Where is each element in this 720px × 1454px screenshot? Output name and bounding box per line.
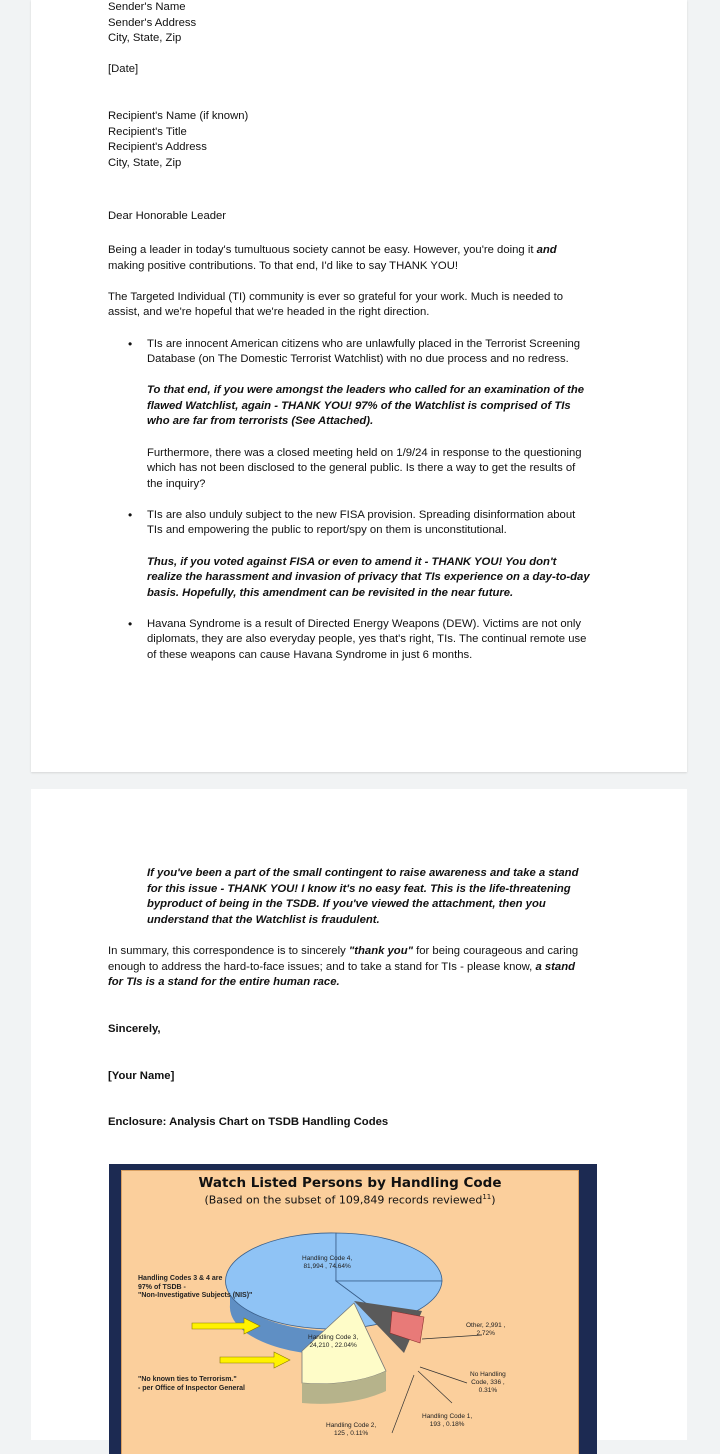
bullet1-more2: which has not been disclosed to the general public. Is there a way to get the results of [147, 462, 576, 474]
bullet1-em3: who are far from terrorists (See Attached). [147, 415, 374, 427]
bullet1-em2: flawed Watchlist, again - THANK YOU! 97% of the Watchlist is comprised of TIs [147, 400, 571, 412]
bullet1-line1: TIs are innocent American citizens who are unlawfully placed in the Terrorist Screening [147, 338, 581, 350]
recipient-title: Recipient's Title [108, 126, 187, 138]
summary-line3: for TIs is a stand for the entire human race. [108, 976, 340, 988]
bullet3-line1: Havana Syndrome is a result of Directed Energy Weapons (DEW). Victims are not only [147, 618, 582, 630]
bullet2-line2: TIs and empowering the public to report/spy on them is unconstitutional. [147, 524, 507, 536]
annotation-codes-3-4: Handling Codes 3 & 4 are 97% of TSDB - "Non-Investigative Subjects (NIS)" [138, 1275, 253, 1299]
label-code4: Handling Code 4, 81,994 , 74.64% [302, 1255, 353, 1270]
bullet1-more1: Furthermore, there was a closed meeting held on 1/9/24 in response to the questioning [147, 447, 582, 459]
sender-address: Sender's Address [108, 17, 197, 29]
letter-date: [Date] [108, 63, 139, 75]
label-no-handling: No Handling Code, 336 , 0.31% [470, 1371, 506, 1394]
annotation-no-ties: "No known ties to Terrorism." - per Office of Inspector General [138, 1376, 245, 1392]
para1-line1: Being a leader in today's tumultuous society cannot be easy. However, you're doing it and [108, 244, 557, 256]
bullet3-line2: diplomats, they are also everyday people, yes that's right, TIs. The continual remote use [147, 633, 587, 645]
sender-name: Sender's Name [108, 1, 186, 13]
recipient-city: City, State, Zip [108, 157, 182, 169]
leader-line [392, 1375, 414, 1433]
bullet2-em2: realize the harassment and invasion of privacy that TIs experience on a day-to-day [147, 571, 590, 583]
bullet3-line3: of these weapons can cause Havana Syndrome in just 6 months. [147, 649, 473, 661]
recipient-address: Recipient's Address [108, 141, 207, 153]
summary-line2: enough to address the hard-to-face issues; and to take a stand for TIs - please know, a stand [108, 961, 576, 973]
label-code2: Handling Code 2, 125 , 0.11% [326, 1422, 377, 1437]
handling-code-chart [109, 1164, 597, 1454]
salutation: Dear Honorable Leader [108, 210, 227, 222]
bullet-dot: • [128, 508, 133, 522]
letter-page-2 [31, 789, 687, 1440]
bullet-dot: • [128, 337, 133, 351]
label-other: Other, 2,991 , 2.72% [466, 1322, 506, 1337]
bullet1-line2: Database (on The Domestic Terrorist Watchlist) with no due process and no redress. [147, 353, 569, 365]
label-code1: Handling Code 1, 193 , 0.18% [422, 1413, 473, 1428]
page2-em1: If you've been a part of the small contingent to raise awareness and take a stand [147, 867, 579, 879]
para2-line2: assist, and we're hopeful that we're headed in the right direction. [108, 306, 430, 318]
letter-page-1 [31, 0, 687, 772]
para1-line2: making positive contributions. To that end, I'd like to say THANK YOU! [108, 260, 459, 272]
para2-line1: The Targeted Individual (TI) community is ever so grateful for your work. Much is needed to [108, 291, 564, 303]
bullet1-more3: the inquiry? [147, 478, 206, 490]
pie-svg [122, 1171, 578, 1454]
page2-em4: understand that the Watchlist is fraudulent. [147, 914, 380, 926]
label-code3: Handling Code 3, 24,210 , 22.04% [308, 1334, 359, 1349]
chart-subtitle: (Based on the subset of 109,849 records reviewed$^{11}$) [204, 1193, 496, 1207]
chart-title: Watch Listed Persons by Handling Code [198, 1175, 502, 1191]
leader-line [420, 1367, 467, 1383]
bullet1-em1: To that end, if you were amongst the leaders who called for an examination of the [147, 384, 585, 396]
bullet-dot: • [128, 617, 133, 631]
your-name: [Your Name] [108, 1070, 175, 1082]
page2-em2: for this issue - THANK YOU! I know it's no easy feat. This is the life-threatening [147, 883, 571, 895]
chart-panel [121, 1170, 579, 1454]
recipient-name: Recipient's Name (if known) [108, 110, 249, 122]
closing: Sincerely, [108, 1023, 161, 1035]
summary-line1: In summary, this correspondence is to sincerely "thank you" for being courageous and caring [108, 945, 579, 957]
bullet2-line1: TIs are also unduly subject to the new FISA provision. Spreading disinformation about [147, 509, 576, 521]
sender-city: City, State, Zip [108, 32, 182, 44]
enclosure: Enclosure: Analysis Chart on TSDB Handling Codes [108, 1116, 389, 1128]
page2-em3: byproduct of being in the TSDB. If you've viewed the attachment, then you [147, 898, 546, 910]
bullet2-em3: basis. Hopefully, this amendment can be revisited in the near future. [147, 587, 514, 599]
bullet2-em1: Thus, if you voted against FISA or even to amend it - THANK YOU! You don't [147, 556, 557, 568]
arrow-icon [220, 1352, 290, 1368]
